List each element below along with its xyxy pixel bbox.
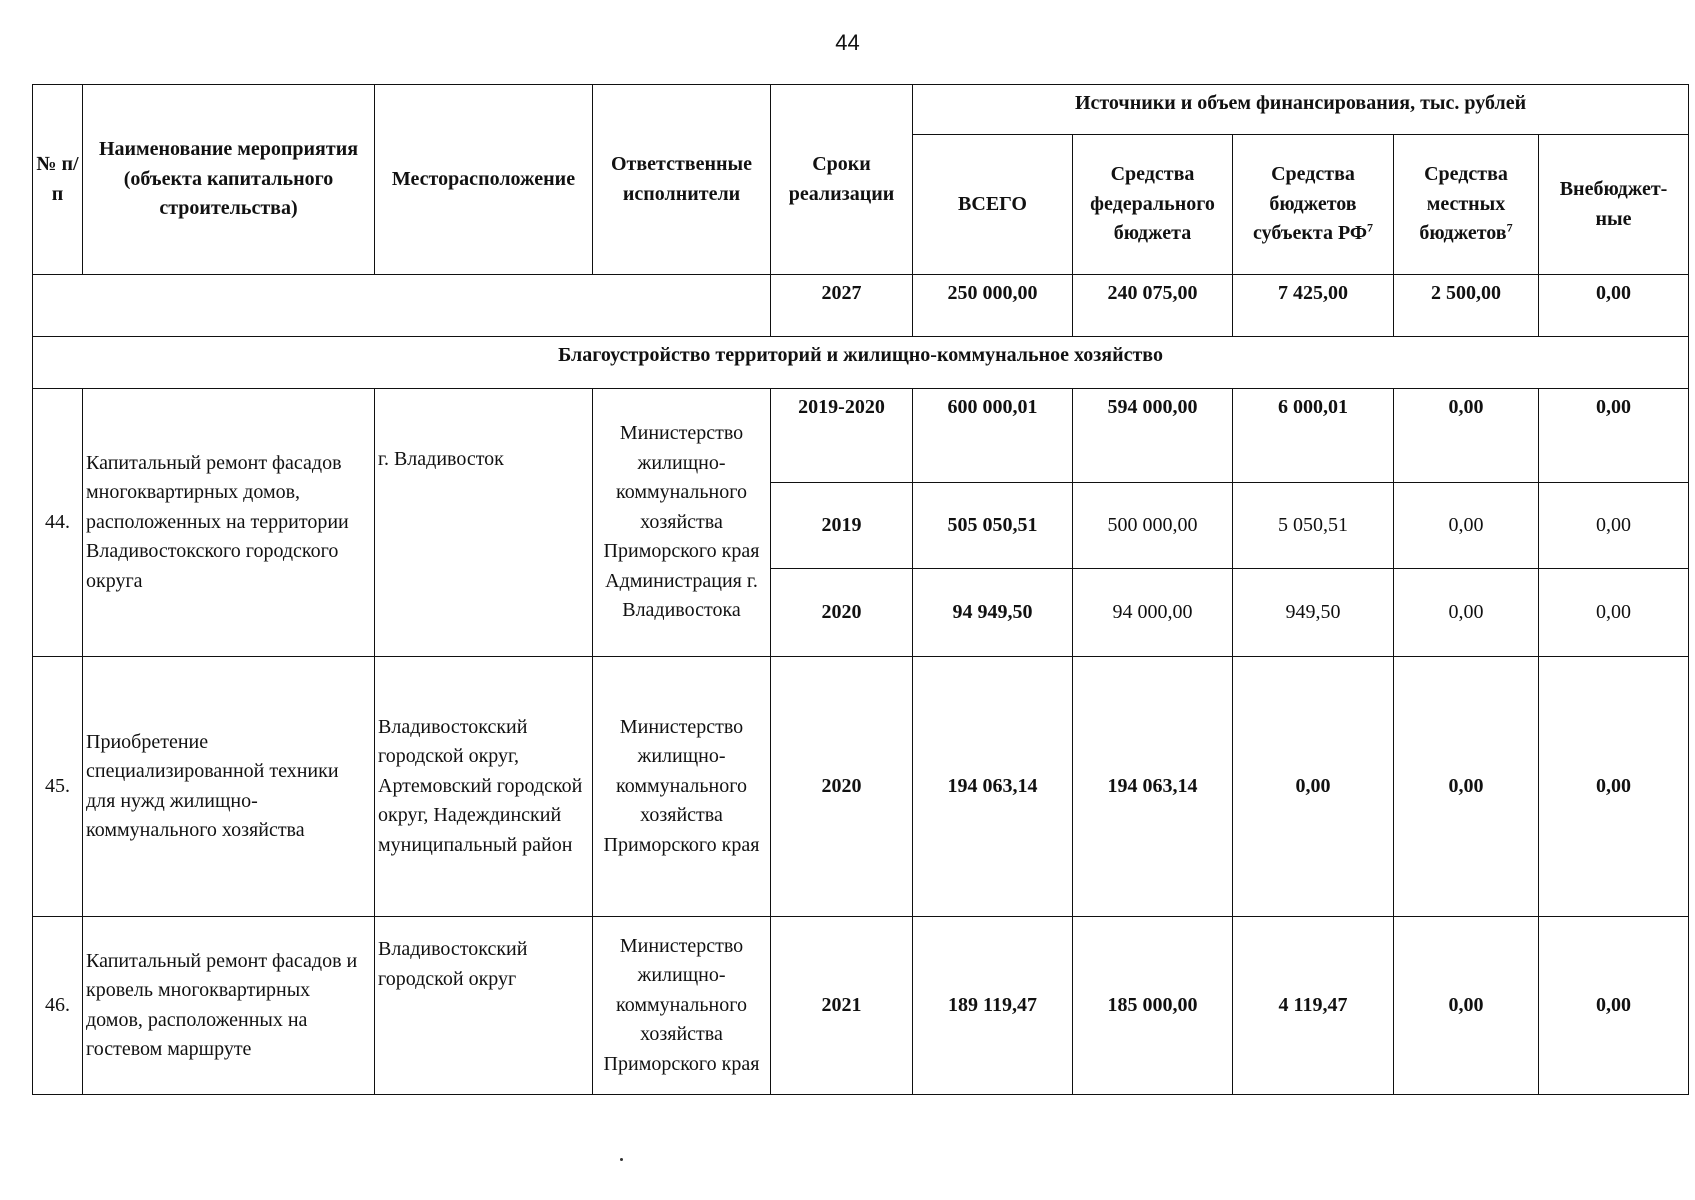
row-46-name: Капитальный ремонт фасадов и кровель многоквартирных домов, расположенных на гостевом маршруте bbox=[83, 917, 375, 1095]
row-45-num: 45. bbox=[33, 657, 83, 917]
row-44-total-0: 600 000,01 bbox=[913, 389, 1073, 483]
carry-extra: 0,00 bbox=[1539, 275, 1689, 337]
row-44-regional-1: 5 050,51 bbox=[1233, 483, 1394, 569]
header-local-text: Средства местных бюджетов bbox=[1419, 163, 1508, 245]
row-44-years-2: 2020 bbox=[771, 569, 913, 657]
row-45-responsible: Министерство жилищно-коммунального хозяйства Приморского края bbox=[593, 657, 771, 917]
page-number: 44 bbox=[835, 30, 860, 55]
row-44-local-1: 0,00 bbox=[1394, 483, 1539, 569]
header-extrabudget: Внебюджет-ные bbox=[1539, 135, 1689, 275]
row-44-num: 44. bbox=[33, 389, 83, 657]
row-44-total-1: 505 050,51 bbox=[913, 483, 1073, 569]
row-44-local-2: 0,00 bbox=[1394, 569, 1539, 657]
row-44-regional-2: 949,50 bbox=[1233, 569, 1394, 657]
row-45-location: Владивостокский городской округ, Артемовский городской округ, Надеждинский муниципальный район bbox=[375, 657, 593, 917]
row-44-location: г. Владивосток bbox=[375, 389, 593, 657]
row-44-federal-0: 594 000,00 bbox=[1073, 389, 1233, 483]
row-44-extra-1: 0,00 bbox=[1539, 483, 1689, 569]
row-45-years: 2020 bbox=[771, 657, 913, 917]
row-45-federal: 194 063,14 bbox=[1073, 657, 1233, 917]
header-local-note: 7 bbox=[1506, 220, 1513, 235]
stray-dot bbox=[620, 1158, 623, 1161]
row-44-federal-1: 500 000,00 bbox=[1073, 483, 1233, 569]
row-45-name: Приобретение специализированной техники для нужд жилищно-коммунального хозяйства bbox=[83, 657, 375, 917]
carry-row bbox=[33, 275, 1689, 337]
row-46-extra: 0,00 bbox=[1539, 917, 1689, 1095]
section-title: Благоустройство территорий и жилищно-коммунальное хозяйство bbox=[33, 337, 1689, 389]
row-46-location: Владивостокский городской округ bbox=[375, 917, 593, 1095]
header-location: Месторасположение bbox=[375, 85, 593, 275]
carry-regional: 7 425,00 bbox=[1233, 275, 1394, 337]
row-44-extra-0: 0,00 bbox=[1539, 389, 1689, 483]
header-num: № п/п bbox=[33, 85, 83, 275]
header-regional-note: 7 bbox=[1367, 220, 1374, 235]
header-terms: Сроки реализации bbox=[771, 85, 913, 275]
row-45-extra: 0,00 bbox=[1539, 657, 1689, 917]
row-46-regional: 4 119,47 bbox=[1233, 917, 1394, 1095]
row-46-years: 2021 bbox=[771, 917, 913, 1095]
row-44-years-1: 2019 bbox=[771, 483, 913, 569]
carry-total: 250 000,00 bbox=[913, 275, 1073, 337]
header-regional bbox=[1233, 135, 1394, 275]
carry-year: 2027 bbox=[771, 275, 913, 337]
header-row-1 bbox=[33, 85, 1689, 135]
row-44-name: Капитальный ремонт фасадов многоквартирных домов, расположенных на территории Владивостокского городского округа bbox=[83, 389, 375, 657]
carry-local: 2 500,00 bbox=[1394, 275, 1539, 337]
row-44-years-0: 2019-2020 bbox=[771, 389, 913, 483]
row-45-total: 194 063,14 bbox=[913, 657, 1073, 917]
row-45-local: 0,00 bbox=[1394, 657, 1539, 917]
header-local bbox=[1394, 135, 1539, 275]
row-44-extra-2: 0,00 bbox=[1539, 569, 1689, 657]
carry-row-empty bbox=[33, 275, 771, 337]
row-46-federal: 185 000,00 bbox=[1073, 917, 1233, 1095]
header-regional-text: Средства бюджетов субъекта РФ bbox=[1252, 163, 1368, 245]
funding-table bbox=[32, 84, 1689, 1095]
carry-federal: 240 075,00 bbox=[1073, 275, 1233, 337]
header-total: ВСЕГО bbox=[913, 135, 1073, 275]
section-title-row bbox=[33, 337, 1689, 389]
row-46 bbox=[33, 917, 1689, 1095]
header-responsible: Ответственные исполнители bbox=[593, 85, 771, 275]
header-name: Наименование мероприятия (объекта капитального строительства) bbox=[83, 85, 375, 275]
row-44-federal-2: 94 000,00 bbox=[1073, 569, 1233, 657]
row-46-num: 46. bbox=[33, 917, 83, 1095]
row-44-a bbox=[33, 389, 1689, 483]
row-45 bbox=[33, 657, 1689, 917]
row-45-regional: 0,00 bbox=[1233, 657, 1394, 917]
header-federal: Средства федерального бюджета bbox=[1073, 135, 1233, 275]
row-44-regional-0: 6 000,01 bbox=[1233, 389, 1394, 483]
row-46-local: 0,00 bbox=[1394, 917, 1539, 1095]
row-44-local-0: 0,00 bbox=[1394, 389, 1539, 483]
row-46-total: 189 119,47 bbox=[913, 917, 1073, 1095]
row-46-responsible: Министерство жилищно-коммунального хозяйства Приморского края bbox=[593, 917, 771, 1095]
row-44-total-2: 94 949,50 bbox=[913, 569, 1073, 657]
row-44-responsible: Министерство жилищно-коммунального хозяйства Приморского края Администрация г. Владивостока bbox=[593, 389, 771, 657]
header-funding-group: Источники и объем финансирования, тыс. рублей bbox=[913, 85, 1689, 135]
